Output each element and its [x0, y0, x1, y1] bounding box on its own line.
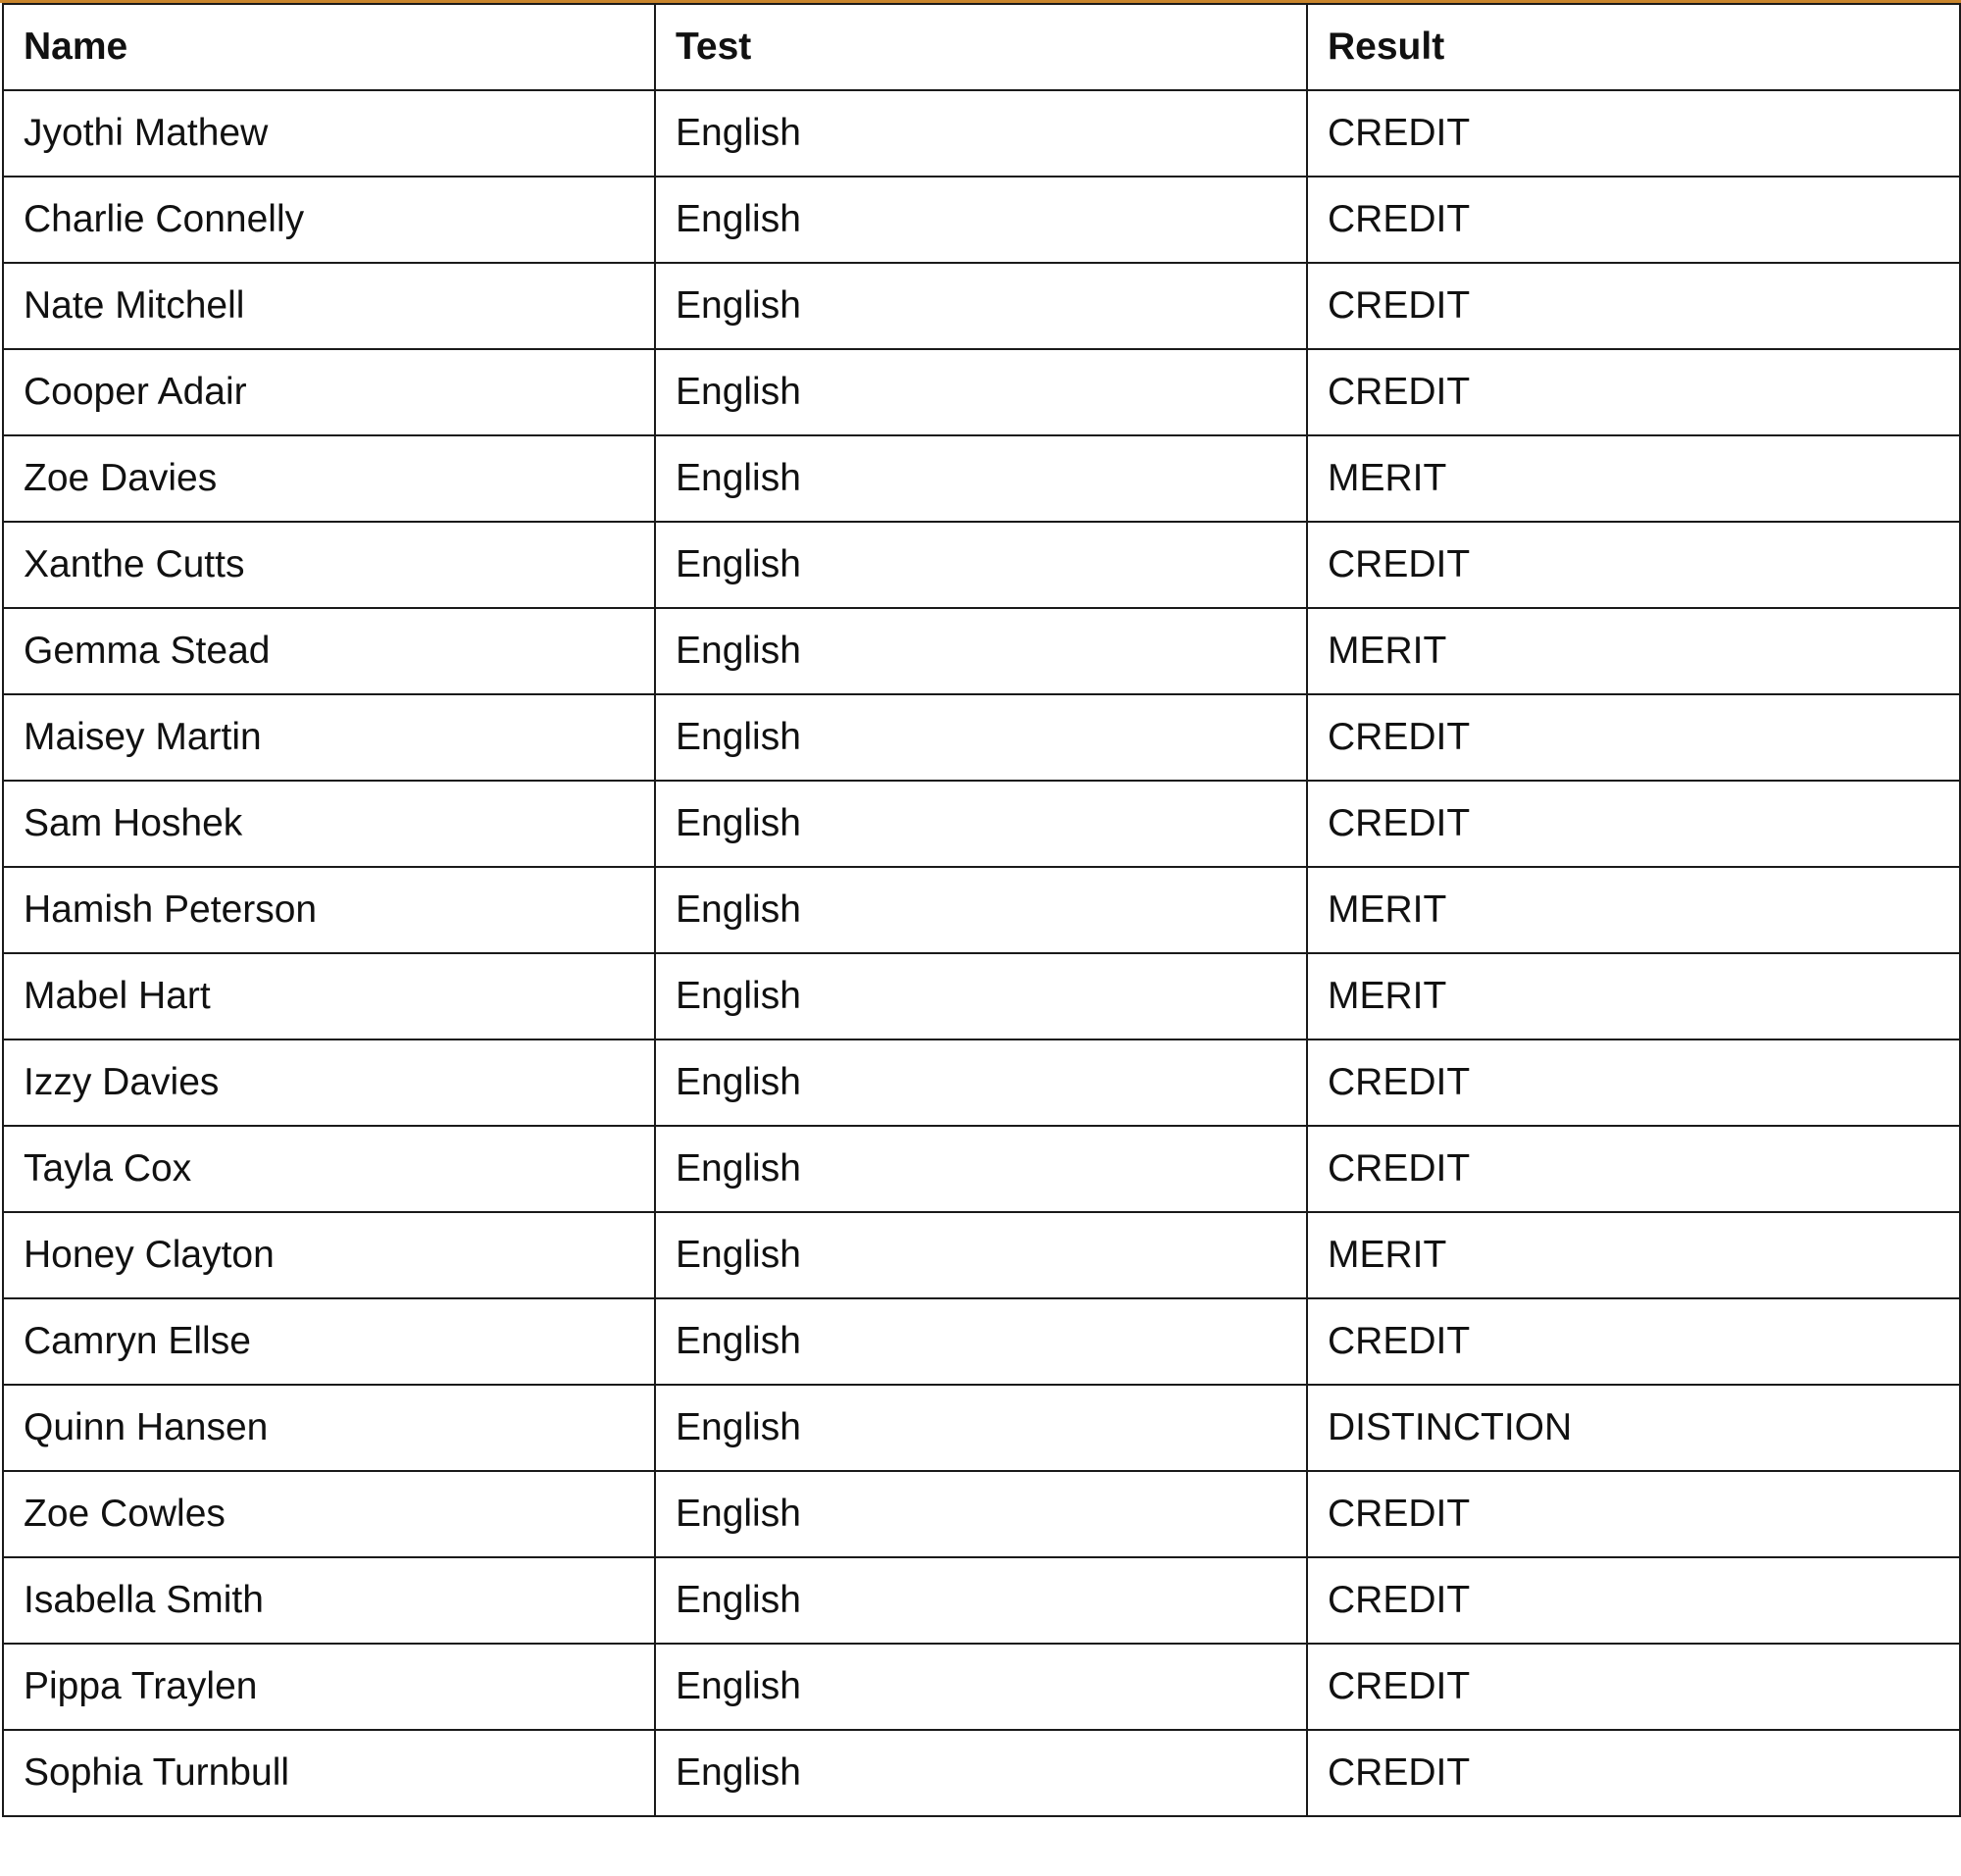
test-cell: English: [655, 1557, 1307, 1644]
test-cell: English: [655, 1298, 1307, 1385]
result-cell: CREDIT: [1307, 1557, 1960, 1644]
table-row: [3, 1644, 1960, 1730]
table-row: [3, 1557, 1960, 1644]
test-cell: English: [655, 1471, 1307, 1557]
name-cell: Sam Hoshek: [3, 781, 655, 867]
test-cell: English: [655, 90, 1307, 177]
name-cell: Quinn Hansen: [3, 1385, 655, 1471]
name-cell: Zoe Davies: [3, 435, 655, 522]
table-row: [3, 263, 1960, 349]
test-cell: English: [655, 435, 1307, 522]
result-cell: CREDIT: [1307, 90, 1960, 177]
table-row: [3, 435, 1960, 522]
result-cell: CREDIT: [1307, 263, 1960, 349]
name-cell: Zoe Cowles: [3, 1471, 655, 1557]
name-cell: Cooper Adair: [3, 349, 655, 435]
table-row: [3, 1212, 1960, 1298]
test-cell: English: [655, 349, 1307, 435]
test-cell: English: [655, 867, 1307, 953]
table-row: [3, 1039, 1960, 1126]
test-cell: English: [655, 177, 1307, 263]
table-row: [3, 781, 1960, 867]
table-row: [3, 608, 1960, 694]
name-cell: Sophia Turnbull: [3, 1730, 655, 1816]
test-cell: English: [655, 1212, 1307, 1298]
table-row: [3, 694, 1960, 781]
test-cell: English: [655, 781, 1307, 867]
test-cell: English: [655, 1644, 1307, 1730]
table-row: [3, 953, 1960, 1039]
result-cell: MERIT: [1307, 1212, 1960, 1298]
table-row: [3, 867, 1960, 953]
column-header-test: Test: [655, 4, 1307, 90]
result-cell: MERIT: [1307, 867, 1960, 953]
result-cell: CREDIT: [1307, 1730, 1960, 1816]
test-cell: English: [655, 1730, 1307, 1816]
test-cell: English: [655, 694, 1307, 781]
result-cell: MERIT: [1307, 608, 1960, 694]
table-row: [3, 522, 1960, 608]
table-header: [3, 4, 1960, 90]
table-row: [3, 177, 1960, 263]
result-cell: CREDIT: [1307, 781, 1960, 867]
name-cell: Pippa Traylen: [3, 1644, 655, 1730]
column-header-result: Result: [1307, 4, 1960, 90]
name-cell: Mabel Hart: [3, 953, 655, 1039]
name-cell: Hamish Peterson: [3, 867, 655, 953]
table-row: [3, 1298, 1960, 1385]
name-cell: Charlie Connelly: [3, 177, 655, 263]
result-cell: CREDIT: [1307, 1126, 1960, 1212]
name-cell: Gemma Stead: [3, 608, 655, 694]
name-cell: Honey Clayton: [3, 1212, 655, 1298]
result-cell: CREDIT: [1307, 1471, 1960, 1557]
name-cell: Nate Mitchell: [3, 263, 655, 349]
test-cell: English: [655, 1039, 1307, 1126]
header-row: [3, 4, 1960, 90]
name-cell: Jyothi Mathew: [3, 90, 655, 177]
result-cell: CREDIT: [1307, 349, 1960, 435]
result-cell: CREDIT: [1307, 177, 1960, 263]
table-body: [3, 90, 1960, 1816]
results-table: [2, 3, 1961, 1817]
name-cell: Tayla Cox: [3, 1126, 655, 1212]
table-row: [3, 1126, 1960, 1212]
table-row: [3, 1730, 1960, 1816]
name-cell: Camryn Ellse: [3, 1298, 655, 1385]
table-row: [3, 1385, 1960, 1471]
result-cell: CREDIT: [1307, 1644, 1960, 1730]
test-cell: English: [655, 263, 1307, 349]
table-row: [3, 90, 1960, 177]
result-cell: CREDIT: [1307, 1039, 1960, 1126]
test-cell: English: [655, 953, 1307, 1039]
test-cell: English: [655, 608, 1307, 694]
table-row: [3, 349, 1960, 435]
result-cell: CREDIT: [1307, 694, 1960, 781]
result-cell: CREDIT: [1307, 1298, 1960, 1385]
name-cell: Isabella Smith: [3, 1557, 655, 1644]
name-cell: Xanthe Cutts: [3, 522, 655, 608]
result-cell: MERIT: [1307, 435, 1960, 522]
test-cell: English: [655, 522, 1307, 608]
result-cell: DISTINCTION: [1307, 1385, 1960, 1471]
result-cell: CREDIT: [1307, 522, 1960, 608]
name-cell: Izzy Davies: [3, 1039, 655, 1126]
test-cell: English: [655, 1385, 1307, 1471]
table-row: [3, 1471, 1960, 1557]
result-cell: MERIT: [1307, 953, 1960, 1039]
test-cell: English: [655, 1126, 1307, 1212]
name-cell: Maisey Martin: [3, 694, 655, 781]
column-header-name: Name: [3, 4, 655, 90]
